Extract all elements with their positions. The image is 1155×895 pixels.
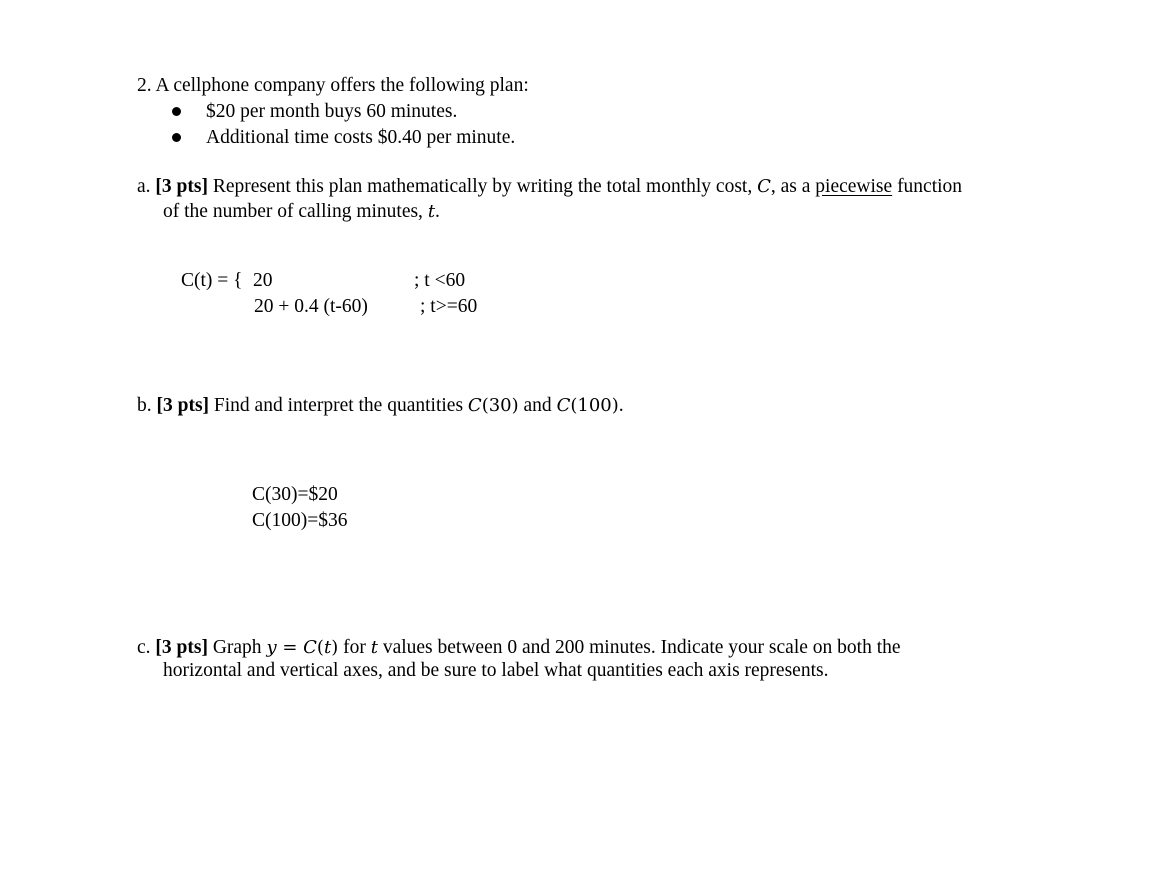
quantity-c100: C(100) — [556, 395, 619, 416]
answer-expr2: 20 + 0.4 (t-60) — [254, 296, 368, 317]
part-b-and: and — [523, 395, 552, 416]
part-b-points: [3 pts] — [156, 395, 210, 416]
answer-expr1: 20 — [253, 270, 273, 291]
period: . — [435, 201, 440, 222]
var-t: t — [370, 637, 378, 658]
part-c-question-line2: horizontal and vertical axes, and be sure to label what quantities each axis represents. — [163, 660, 829, 681]
part-a-text: of the number of calling minutes, — [163, 201, 423, 222]
var-t: t — [427, 201, 436, 222]
bullet-icon — [172, 107, 181, 116]
answer-c100: C(100)=$36 — [252, 510, 348, 531]
bullet-item: $20 per month buys 60 minutes. — [206, 101, 458, 122]
part-a-label: a. — [137, 176, 151, 197]
part-a-text: , as a — [770, 176, 811, 197]
part-c-text: for — [343, 637, 366, 658]
part-c-question-line1 — [137, 638, 901, 658]
bullet-icon — [172, 133, 181, 142]
var-c: C — [757, 176, 771, 197]
part-c-text: Graph — [212, 637, 262, 658]
problem-intro-text: A cellphone company offers the following plan: — [155, 75, 529, 96]
part-c-points: [3 pts] — [155, 637, 208, 658]
problem-number: 2. — [137, 75, 152, 96]
bullet-item: Additional time costs $0.40 per minute. — [206, 127, 516, 148]
part-a-question-line1 — [137, 177, 962, 197]
problem-intro — [137, 76, 529, 96]
part-a-points: [3 pts] — [155, 176, 208, 197]
part-a-text: function — [897, 176, 963, 197]
equation-y-equals-ct: y = C(t) — [266, 637, 339, 658]
part-a-question-line2 — [163, 202, 440, 222]
piecewise-underlined: piecewise — [815, 176, 893, 197]
answer-cond1: ; t <60 — [414, 270, 466, 291]
period: . — [618, 395, 624, 416]
quantity-c30: C(30) — [467, 395, 519, 416]
answer-c30: C(30)=$20 — [252, 484, 338, 505]
answer-cond2: ; t>=60 — [420, 296, 478, 317]
part-c-label: c. — [137, 637, 151, 658]
answer-lhs: C(t) = { — [181, 270, 243, 291]
part-b-label: b. — [137, 395, 152, 416]
part-c-text: values between 0 and 200 minutes. Indicate your scale on both the — [382, 637, 901, 658]
part-b-question — [137, 396, 624, 416]
part-a-text: Represent this plan mathematically by writing the total monthly cost, — [212, 176, 753, 197]
part-b-text: Find and interpret the quantities — [213, 395, 464, 416]
